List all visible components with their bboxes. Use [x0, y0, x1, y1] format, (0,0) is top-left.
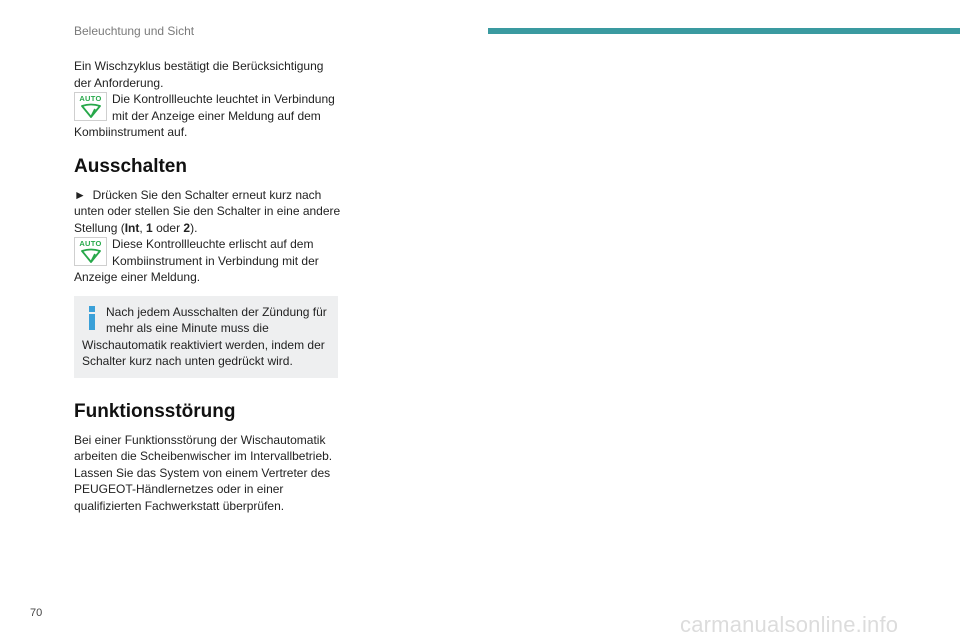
info-note-box — [74, 296, 338, 378]
paragraph-fault: Bei einer Funktionsstörung der Wischautomatik arbeiten die Scheibenwischer im Intervallbetrieb. Lassen Sie das System von einem Vertreter des PEUGEOT-Händlernetzes oder in einer qualifizierten Fachwerkstatt überprüfen. — [74, 432, 333, 513]
position-1: 1 — [146, 220, 153, 235]
auto-wiper-indicator-icon — [74, 92, 107, 121]
content-column — [74, 58, 342, 514]
heading-ausschalten: Ausschalten — [74, 155, 187, 177]
indicator-off-text: Diese Kontrollleuchte erlischt auf dem Kombiinstrument in Verbindung mit der Anzeige einer Meldung. — [74, 237, 319, 284]
info-note-text: Nach jedem Ausschalten der Zündung für mehr als eine Minute muss die Wischautomatik reaktiviert werden, indem der Schalter kurz nach unten gedrückt wird. — [82, 304, 327, 368]
step-text-part1: Drücken Sie den Schalter erneut kurz nach unten oder stellen Sie den Schalter in eine andere Stellung ( — [74, 187, 341, 235]
auto-icon-label: AUTO — [79, 94, 102, 103]
watermark: carmanualsonline.info — [680, 612, 899, 637]
paragraph-indicator-on — [74, 91, 342, 141]
position-int: Int — [124, 220, 140, 235]
header-accent-bar — [488, 28, 960, 34]
step-end: ). — [190, 220, 198, 235]
indicator-on-text: Die Kontrollleuchte leuchtet in Verbindung mit der Anzeige einer Meldung auf dem Kombiinstrument auf. — [74, 92, 335, 139]
step-or: oder — [152, 220, 184, 235]
heading-funktionsstoerung: Funktionsstörung — [74, 400, 236, 422]
step-switch-off — [74, 187, 342, 237]
step-arrow-icon: ► — [74, 187, 86, 202]
paragraph-indicator-off — [74, 236, 342, 286]
position-2: 2 — [183, 220, 191, 235]
auto-wiper-indicator-icon — [74, 237, 107, 266]
section-title: Beleuchtung und Sicht — [74, 24, 195, 38]
paragraph-wipe-cycle: Ein Wischzyklus bestätigt die Berücksichtigung der Anforderung. — [74, 59, 324, 90]
info-icon — [84, 306, 100, 332]
step-sep: , — [139, 220, 147, 235]
auto-icon-label: AUTO — [79, 239, 102, 248]
page-number: 70 — [30, 607, 43, 619]
